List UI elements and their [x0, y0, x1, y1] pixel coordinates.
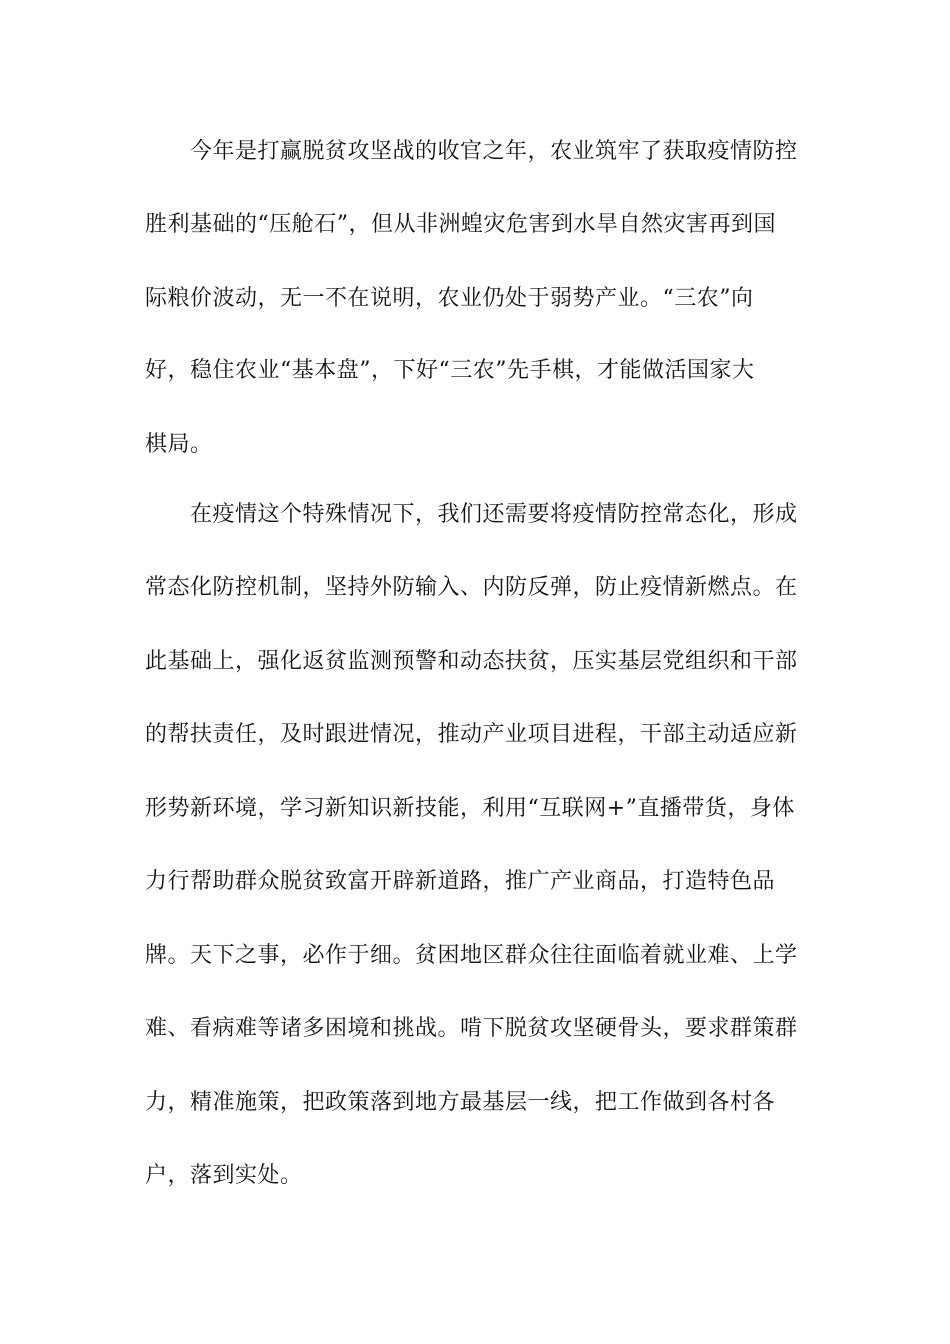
paragraph-1-line-5: 棋局。	[145, 432, 213, 457]
paragraph-2-line-8: 难、看病难等诸多困境和挑战。啃下脱贫攻坚硬骨头，要求群策群	[145, 1016, 798, 1041]
paragraph-2-line-7: 牌。天下之事，必作于细。贫困地区群众往往面临着就业难、上学	[145, 943, 798, 968]
paragraph-2-line-3: 此基础上，强化返贫监测预警和动态扶贫，压实基层党组织和干部	[145, 649, 798, 674]
paragraph-2-line-10: 户，落到实处。	[145, 1163, 303, 1188]
paragraph-2-line-4: 的帮扶责任，及时跟进情况，推动产业项目进程，干部主动适应新	[145, 722, 798, 747]
paragraph-1-line-4: 好，稳住农业“基本盘”，下好“三农”先手棋，才能做活国家大	[145, 358, 755, 383]
paragraph-2-line-1: 在疫情这个特殊情况下，我们还需要将疫情防控常态化，形成	[190, 502, 798, 527]
paragraph-1-line-3: 际粮价波动，无一不在说明，农业仍处于弱势产业。“三农”向	[145, 286, 754, 311]
paragraph-2-line-2: 常态化防控机制，坚持外防输入、内防反弹，防止疫情新燃点。在	[145, 575, 798, 600]
paragraph-1-line-1: 今年是打赢脱贫攻坚战的收官之年，农业筑牢了获取疫情防控	[190, 139, 798, 164]
paragraph-2-line-6: 力行帮助群众脱贫致富开辟新道路，推广产业商品，打造特色品	[145, 869, 776, 894]
paragraph-2-line-5: 形势新环境，学习新知识新技能，利用“互联网+”直播带货，身体	[145, 796, 795, 821]
paragraph-2-line-9: 力，精准施策，把政策落到地方最基层一线，把工作做到各村各	[145, 1090, 776, 1115]
paragraph-1-line-2: 胜利基础的“压舱石”，但从非洲蝗灾危害到水旱自然灾害再到国	[145, 212, 776, 237]
